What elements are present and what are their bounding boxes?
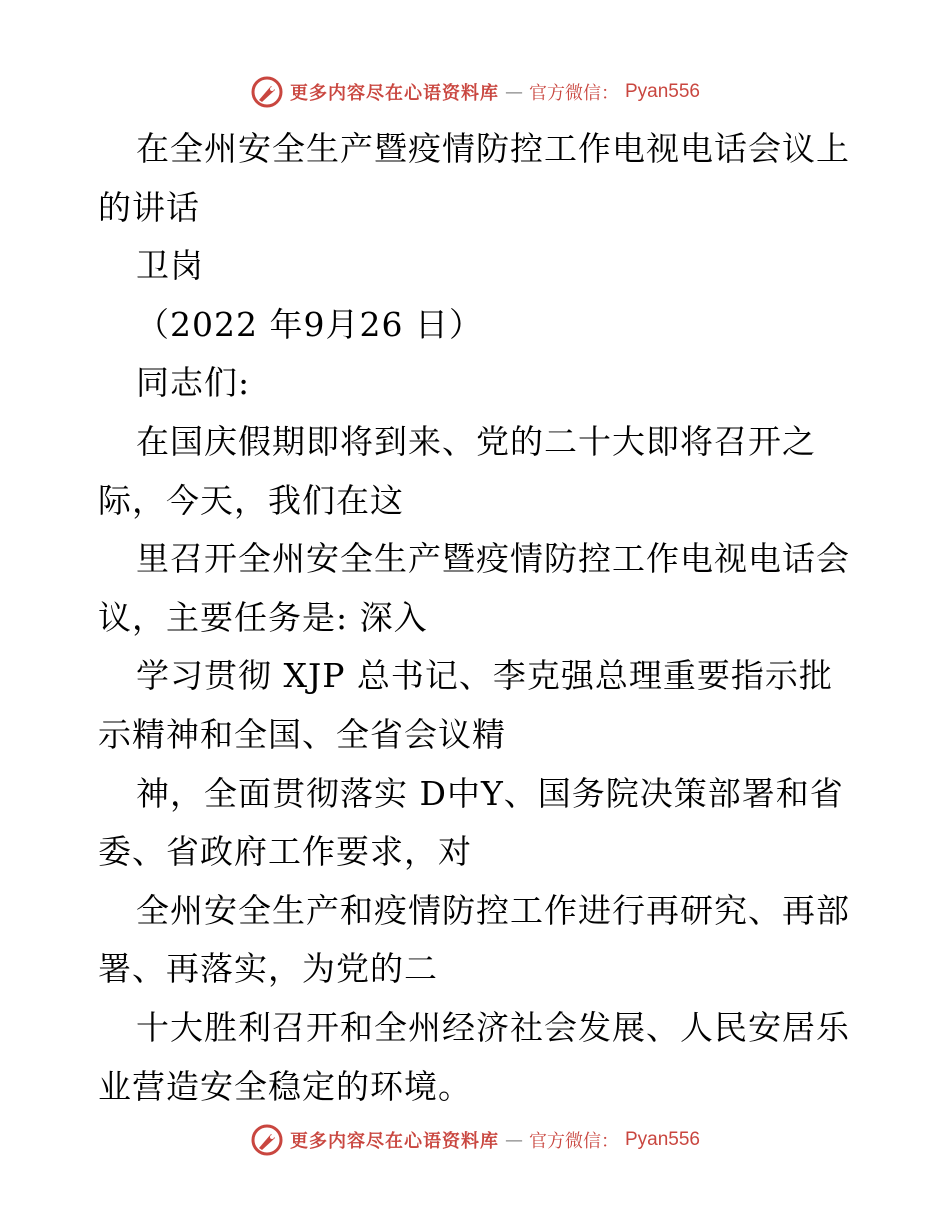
paragraph-line: 十大胜利召开和全州经济社会发展、人民安居乐 [136,1007,850,1047]
banner-wechat-label: 官方微信： [528,83,619,104]
paragraph-line: 示精神和全国、全省会议精 [98,714,506,754]
banner-wechat-label: 官方微信： [528,1131,619,1152]
pen-nib-logo-icon [250,1123,284,1157]
title-line-2: 的讲话 [98,187,200,227]
paragraph-line: 在国庆假期即将到来、党的二十大即将召开之 [136,421,816,461]
date-line: （2022 年9月26 日） [136,304,483,344]
title-line-1: 在全州安全生产暨疫情防控工作电视电话会议上 [136,129,850,168]
paragraph-line: 学习贯彻 XJP 总书记、李克强总理重要指示批 [136,656,833,696]
paragraph-line: 神，全面贯彻落实 D中Y、国务院决策部署和省 [136,773,844,813]
pen-nib-logo-icon [250,75,284,109]
salutation-line: 同志们: [136,363,251,403]
banner-text: 更多内容尽在心语资料库 [289,83,499,104]
banner-wechat-id: Pyan556 [624,81,700,102]
paragraph-line: 署、再落实，为党的二 [98,949,438,989]
paragraph-line: 里召开全州安全生产暨疫情防控工作电视电话会 [136,539,850,579]
banner-dash: — [504,1129,523,1151]
header-watermark-banner [0,72,950,112]
author-line: 卫岗 [136,246,204,286]
paragraph-line: 业营造安全稳定的环境。 [98,1066,472,1106]
paragraph-line: 际，今天，我们在这 [98,480,404,520]
document-body [98,120,858,1116]
banner-wechat-id: Pyan556 [624,1129,700,1150]
paragraph-line: 全州安全生产和疫情防控工作进行再研究、再部 [136,890,850,930]
banner-text: 更多内容尽在心语资料库 [289,1131,499,1152]
paragraph-line: 委、省政府工作要求，对 [98,832,472,872]
footer-watermark-banner [0,1120,950,1160]
paragraph-line: 议，主要任务是: 深入 [98,597,428,637]
banner-dash: — [504,81,523,103]
